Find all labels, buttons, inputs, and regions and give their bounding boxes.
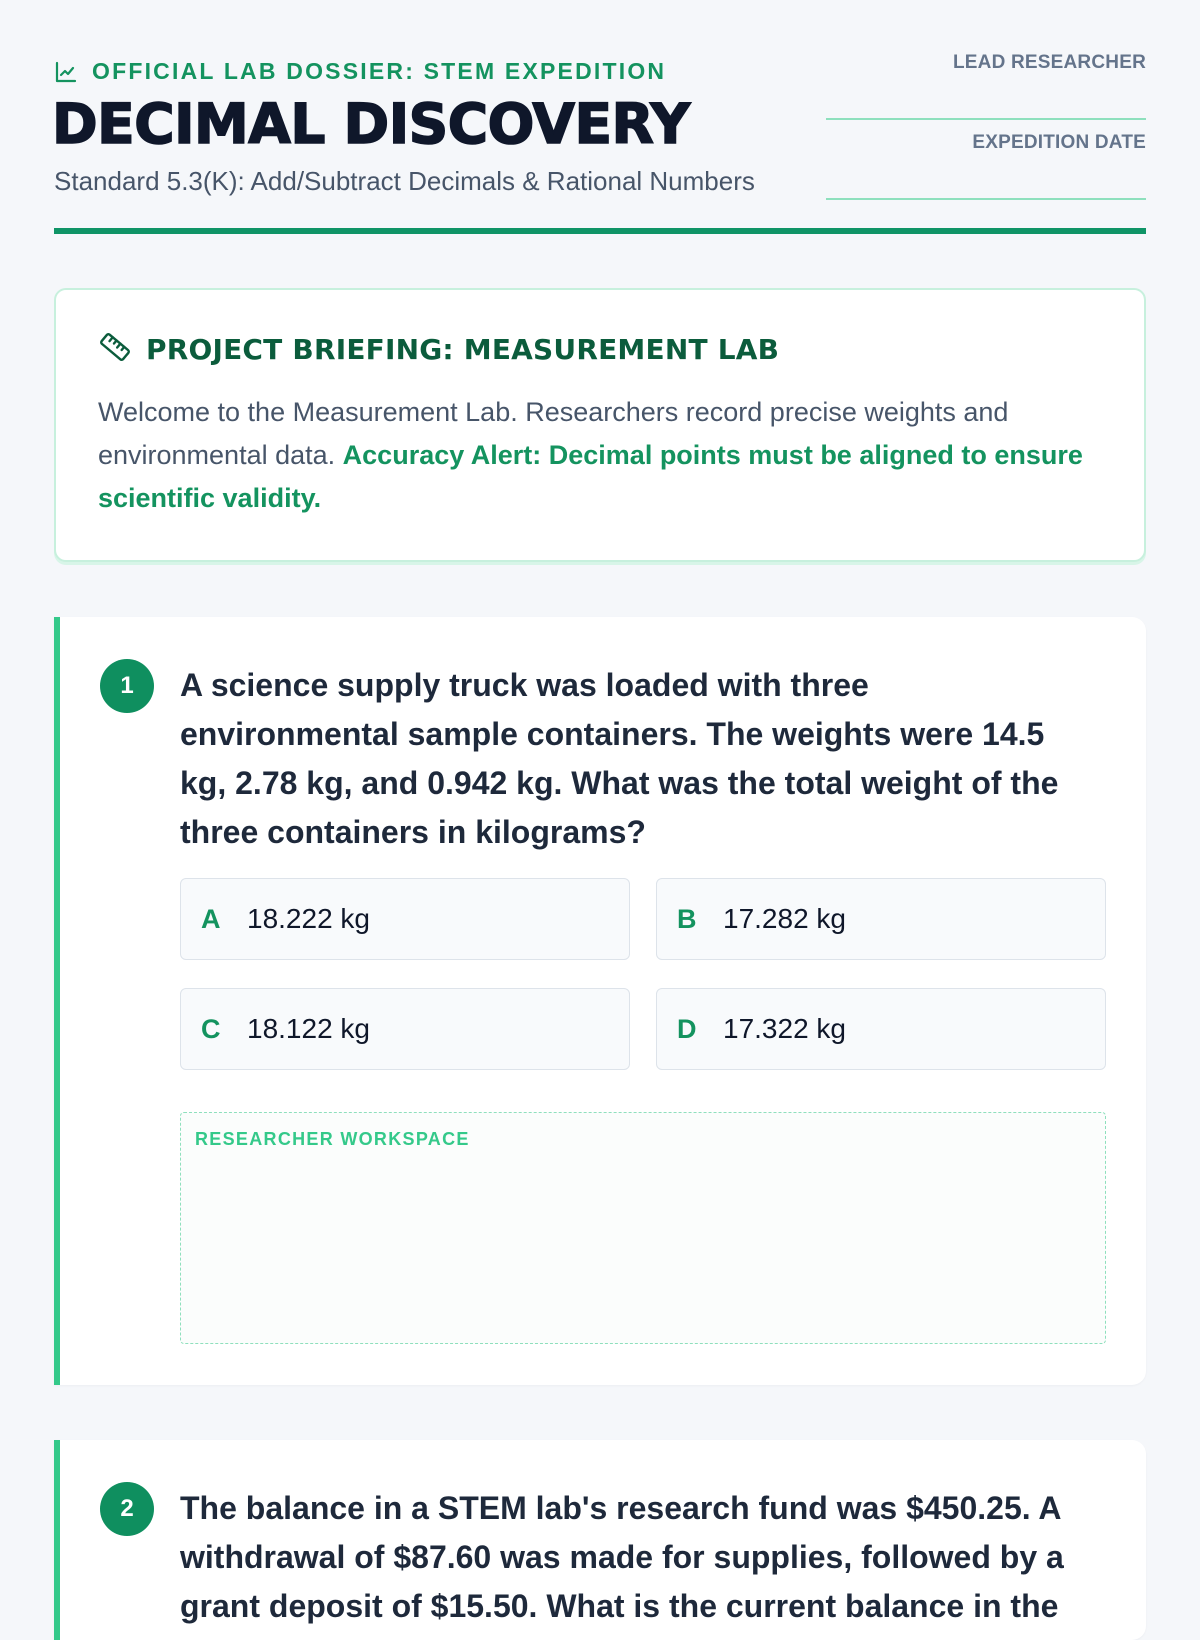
question-text: A science supply truck was loaded with three environmental sample containers. The weights were 14.5 kg, 2.78 kg, and 0.942 kg. What was the total weight of the three containers in kilograms? [180, 667, 1059, 850]
briefing-intro: Welcome to the Measurement Lab. Researchers record precise weights and environmental data. [98, 397, 1009, 470]
option-letter: A [201, 903, 221, 934]
option-value: 17.282 kg [723, 903, 846, 934]
answer-option-c[interactable] [180, 988, 630, 1070]
option-letter: B [677, 903, 697, 934]
question-number-badge: 2 [100, 1482, 154, 1536]
researcher-workspace[interactable] [180, 1112, 1106, 1344]
lead-researcher-field[interactable] [826, 52, 1146, 120]
option-value: 18.222 kg [247, 903, 370, 934]
dossier-kicker [54, 58, 666, 85]
lead-researcher-label: LEAD RESEARCHER [952, 52, 1146, 73]
answer-option-b[interactable] [656, 878, 1106, 960]
kicker-text: OFFICIAL LAB DOSSIER: STEM EXPEDITION [92, 58, 667, 84]
question-card-1 [54, 617, 1146, 1385]
expedition-date-field[interactable] [826, 132, 1146, 200]
briefing-title: PROJECT BRIEFING: MEASUREMENT LAB [146, 333, 780, 366]
chart-line-icon [54, 60, 78, 84]
question-number-badge: 1 [100, 659, 154, 713]
project-briefing-card [54, 288, 1146, 562]
question-card-2 [54, 1440, 1146, 1640]
option-letter: D [677, 1013, 697, 1044]
answer-option-d[interactable] [656, 988, 1106, 1070]
question-text: The balance in a STEM lab's research fund was $450.25. A withdrawal of $87.60 was made for supplies, followed by a grant deposit of $15.50. What is the current balance in the [180, 1490, 1064, 1624]
workspace-label: RESEARCHER WORKSPACE [195, 1129, 470, 1149]
expedition-date-label: EXPEDITION DATE [972, 132, 1146, 153]
standard-subtitle: Standard 5.3(K): Add/Subtract Decimals & Rational Numbers [54, 166, 755, 196]
answer-options [180, 878, 1106, 1070]
option-letter: C [201, 1013, 221, 1044]
option-value: 17.322 kg [723, 1013, 846, 1044]
briefing-text [98, 391, 1102, 520]
accuracy-alert: Accuracy Alert: Decimal points must be aligned to ensure scientific validity. [98, 440, 1083, 513]
page-title: DECIMAL DISCOVERY [52, 92, 690, 156]
briefing-header [98, 330, 1102, 369]
ruler-icon [98, 330, 132, 369]
dossier-header [54, 0, 1146, 234]
answer-option-a[interactable] [180, 878, 630, 960]
option-value: 18.122 kg [247, 1013, 370, 1044]
